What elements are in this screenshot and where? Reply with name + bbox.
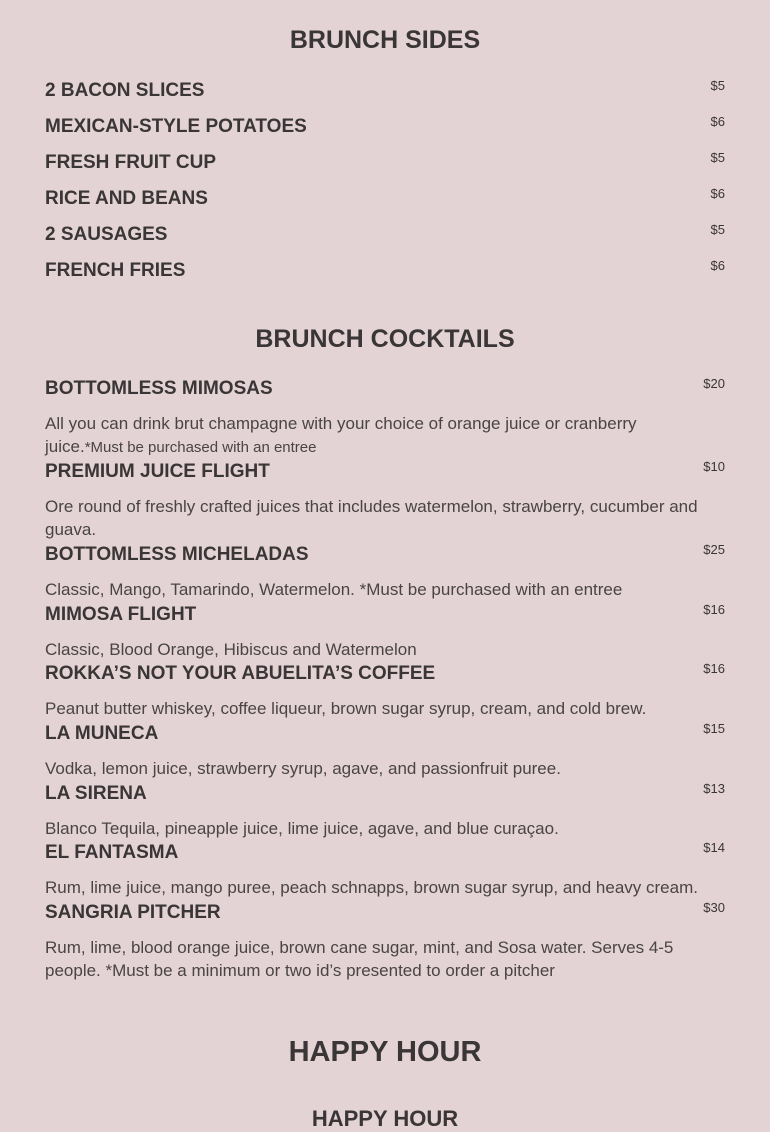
menu-item[interactable] bbox=[45, 604, 725, 663]
menu-item[interactable] bbox=[45, 188, 725, 224]
menu-item-name: ROKKA’S NOT YOUR ABUELITA’S COFFEE bbox=[45, 663, 436, 684]
menu-item-price: $10 bbox=[703, 459, 725, 474]
menu-item-price: $15 bbox=[703, 721, 725, 736]
menu-item-name: 2 BACON SLICES bbox=[45, 80, 205, 101]
menu-item-description: Peanut butter whiskey, coffee liqueur, brown sugar syrup, cream, and cold brew. bbox=[45, 699, 647, 718]
menu-item-name: LA SIRENA bbox=[45, 783, 147, 804]
menu-item-name: BOTTOMLESS MIMOSAS bbox=[45, 378, 273, 399]
menu-item-price: $6 bbox=[710, 114, 725, 129]
menu-item-price: $5 bbox=[710, 150, 725, 165]
menu-item[interactable] bbox=[45, 80, 725, 116]
menu-item-name: RICE AND BEANS bbox=[45, 188, 208, 209]
menu-item-name: LA MUNECA bbox=[45, 723, 159, 744]
menu-item[interactable] bbox=[45, 378, 725, 461]
menu-item-description: All you can drink brut champagne with your choice of orange juice or cranberry juice.*Must be purchased with an entree bbox=[45, 414, 637, 456]
menu-item-description: Blanco Tequila, pineapple juice, lime juice, agave, and blue curaçao. bbox=[45, 819, 559, 838]
menu-item[interactable] bbox=[45, 152, 725, 188]
menu-item-name: 2 SAUSAGES bbox=[45, 224, 168, 245]
menu-item-name: FRESH FRUIT CUP bbox=[45, 152, 216, 173]
menu-item[interactable] bbox=[45, 116, 725, 152]
menu-item[interactable] bbox=[45, 461, 725, 544]
menu-item-name: MIMOSA FLIGHT bbox=[45, 604, 197, 625]
menu-item-price: $16 bbox=[703, 661, 725, 676]
brunch-cocktails-list bbox=[45, 378, 725, 984]
menu-item-description: Rum, lime juice, mango puree, peach schnapps, brown sugar syrup, and heavy cream. bbox=[45, 878, 698, 897]
menu-item-name: FRENCH FRIES bbox=[45, 260, 186, 281]
brunch-sides-heading: BRUNCH SIDES bbox=[289, 26, 481, 54]
menu-item-description: Vodka, lemon juice, strawberry syrup, agave, and passionfruit puree. bbox=[45, 759, 561, 778]
menu-item-price: $25 bbox=[703, 542, 725, 557]
happy-hour-heading: HAPPY HOUR bbox=[288, 1036, 482, 1068]
menu-item[interactable] bbox=[45, 224, 725, 260]
menu-item-description: Classic, Blood Orange, Hibiscus and Watermelon bbox=[45, 640, 417, 659]
menu-item[interactable] bbox=[45, 260, 725, 296]
menu-item-price: $5 bbox=[710, 222, 725, 237]
menu-item[interactable] bbox=[45, 902, 725, 984]
menu-item[interactable] bbox=[45, 723, 725, 783]
happy-hour-subheading: HAPPY HOUR bbox=[311, 1106, 459, 1131]
menu-item-price: $14 bbox=[703, 840, 725, 855]
menu-item-price: $30 bbox=[703, 900, 725, 915]
menu-item-price: $6 bbox=[710, 258, 725, 273]
menu-item[interactable] bbox=[45, 663, 725, 723]
menu-item-description: Rum, lime, blood orange juice, brown cane sugar, mint, and Sosa water. Serves 4-5 people. *Must be a minimum or two id’s presented to order a pitcher bbox=[45, 938, 674, 980]
menu-item-price: $6 bbox=[710, 186, 725, 201]
brunch-sides-list bbox=[45, 80, 725, 296]
brunch-cocktails-heading: BRUNCH COCKTAILS bbox=[255, 325, 515, 353]
menu-item-name: PREMIUM JUICE FLIGHT bbox=[45, 461, 270, 482]
menu-item-name: MEXICAN-STYLE POTATOES bbox=[45, 116, 307, 137]
menu-item-name: SANGRIA PITCHER bbox=[45, 902, 221, 923]
menu-item-description: Classic, Mango, Tamarindo, Watermelon. *Must be purchased with an entree bbox=[45, 580, 623, 599]
menu-item[interactable] bbox=[45, 544, 725, 604]
menu-item[interactable] bbox=[45, 783, 725, 842]
menu-item[interactable] bbox=[45, 842, 725, 902]
menu-item-price: $16 bbox=[703, 602, 725, 617]
menu-item-name: BOTTOMLESS MICHELADAS bbox=[45, 544, 309, 565]
menu-item-description: Ore round of freshly crafted juices that includes watermelon, strawberry, cucumber and guava. bbox=[45, 497, 698, 539]
menu-item-price: $5 bbox=[710, 78, 725, 93]
menu-item-note: *Must be purchased with an entree bbox=[84, 439, 317, 456]
menu-item-name: EL FANTASMA bbox=[45, 842, 179, 863]
menu-item-price: $13 bbox=[703, 781, 725, 796]
menu-item-price: $20 bbox=[703, 376, 725, 391]
